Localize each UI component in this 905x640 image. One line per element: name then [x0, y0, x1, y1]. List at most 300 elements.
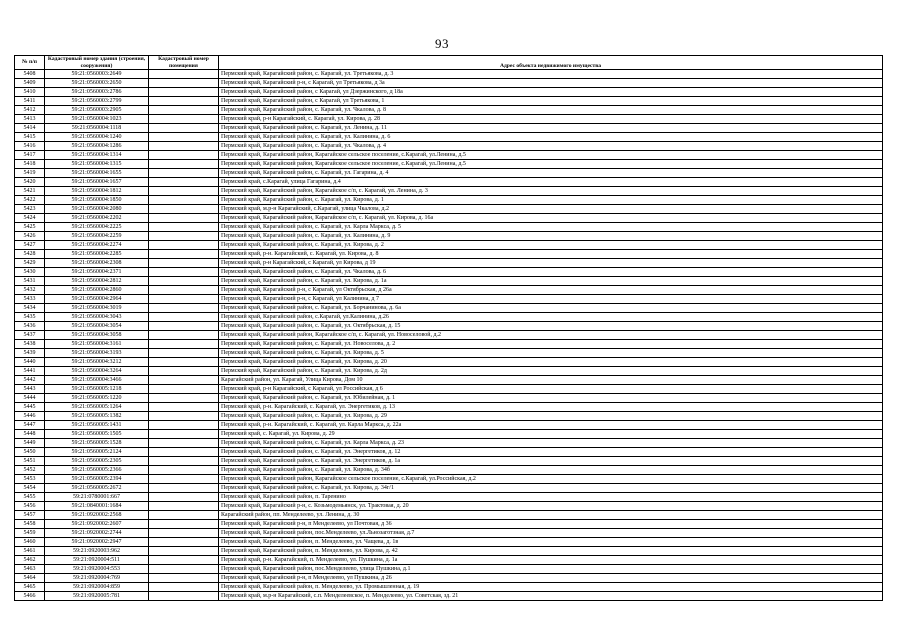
table-row [15, 115, 883, 124]
table-row [15, 151, 883, 160]
building-cadastral-number: 59:21:0920004:511 [45, 556, 149, 565]
object-address: Пермский край, р-н Карагайский, с. Карагай, ул. Кирова, д. 28 [219, 115, 883, 124]
room-cadastral-number [149, 412, 219, 421]
building-cadastral-number: 59:21:0560004:2202 [45, 214, 149, 223]
object-address: Пермский край, Карагайский район, с. Карагай, ул. Кирова, д. 20 [219, 358, 883, 367]
table-row [15, 178, 883, 187]
room-cadastral-number [149, 187, 219, 196]
room-cadastral-number [149, 502, 219, 511]
object-address: Пермский край, р-н. Карагайский, с. Карагай, ул. Кирова, д. 8 [219, 250, 883, 259]
building-cadastral-number: 59:21:0560004:3054 [45, 322, 149, 331]
room-cadastral-number [149, 520, 219, 529]
building-cadastral-number: 59:21:0560004:3058 [45, 331, 149, 340]
row-number: 5462 [15, 556, 45, 565]
building-cadastral-number: 59:21:0560005:1382 [45, 412, 149, 421]
object-address: Пермский край, Карагайский район, с. Карагай, ул. Кирова, д. 29 [219, 412, 883, 421]
building-cadastral-number: 59:21:0560004:3019 [45, 304, 149, 313]
row-number: 5419 [15, 169, 45, 178]
row-number: 5460 [15, 538, 45, 547]
row-number: 5449 [15, 439, 45, 448]
room-cadastral-number [149, 331, 219, 340]
table-row [15, 439, 883, 448]
table-row [15, 313, 883, 322]
room-cadastral-number [149, 313, 219, 322]
table-row [15, 232, 883, 241]
room-cadastral-number [149, 223, 219, 232]
table-row [15, 394, 883, 403]
table-row [15, 277, 883, 286]
building-cadastral-number: 59:21:0560005:2394 [45, 475, 149, 484]
room-cadastral-number [149, 583, 219, 592]
row-number: 5445 [15, 403, 45, 412]
row-number: 5409 [15, 79, 45, 88]
row-number: 5443 [15, 385, 45, 394]
table-row [15, 250, 883, 259]
room-cadastral-number [149, 115, 219, 124]
row-number: 5459 [15, 529, 45, 538]
building-cadastral-number: 59:21:0560004:3264 [45, 367, 149, 376]
object-address: Пермский край, Карагайский р-н, с Карагай, ул Калинина, д 7 [219, 295, 883, 304]
table-row [15, 322, 883, 331]
table-row [15, 367, 883, 376]
building-cadastral-number: 59:21:0560005:1505 [45, 430, 149, 439]
row-number: 5447 [15, 421, 45, 430]
room-cadastral-number [149, 538, 219, 547]
building-cadastral-number: 59:21:0560004:2274 [45, 241, 149, 250]
building-cadastral-number: 59:21:0560005:2672 [45, 484, 149, 493]
table-row [15, 385, 883, 394]
table-row [15, 358, 883, 367]
row-number: 5412 [15, 106, 45, 115]
object-address: Пермский край, Карагайский район, п. Менделеево, ул. Чащева, д. 1в [219, 538, 883, 547]
room-cadastral-number [149, 511, 219, 520]
building-cadastral-number: 59:21:0560005:2124 [45, 448, 149, 457]
room-cadastral-number [149, 322, 219, 331]
row-number: 5465 [15, 583, 45, 592]
room-cadastral-number [149, 205, 219, 214]
room-cadastral-number [149, 457, 219, 466]
object-address: Пермский край, р-н. Карагайский, с. Карагай, ул. Энергетиков, д. 13 [219, 403, 883, 412]
building-cadastral-number: 59:21:0920005:781 [45, 592, 149, 601]
table-row [15, 484, 883, 493]
building-cadastral-number: 59:21:0560005:2366 [45, 466, 149, 475]
row-number: 5421 [15, 187, 45, 196]
object-address: Пермский край, р-н. Карагайский, с. Карагай, ул. Карла Маркса, д. 22а [219, 421, 883, 430]
building-cadastral-number: 59:21:0560004:2860 [45, 286, 149, 295]
building-cadastral-number: 59:21:0560003:2649 [45, 70, 149, 79]
table-row [15, 430, 883, 439]
room-cadastral-number [149, 358, 219, 367]
table-row [15, 106, 883, 115]
building-cadastral-number: 59:21:0560005:1218 [45, 385, 149, 394]
object-address: Пермский край, Карагайский район, с Карагай, ул Дзержинского, д 18а [219, 88, 883, 97]
object-address: Пермский край, Карагайский район, с. Карагай, ул. Энергетиков, д. 1а [219, 457, 883, 466]
building-cadastral-number: 59:21:0560004:1240 [45, 133, 149, 142]
building-cadastral-number: 59:21:0560004:3043 [45, 313, 149, 322]
building-cadastral-number: 59:21:0560003:2650 [45, 79, 149, 88]
object-address: Пермский край, м.р-н Карагайский, с.п. Менделеевское, п. Менделеево, ул. Советская, зд. 21 [219, 592, 883, 601]
object-address: Пермский край, Карагайский район, с. Карагай, ул. Энергетиков, д. 12 [219, 448, 883, 457]
table-row [15, 142, 883, 151]
object-address: Пермский край, Карагайский р-н, с. Козьмодемьянск, ул. Трактовая, д. 20 [219, 502, 883, 511]
room-cadastral-number [149, 124, 219, 133]
room-cadastral-number [149, 367, 219, 376]
object-address: Пермский край, Карагайский район, с. Карагай, ул. Гагарина, д. 4 [219, 169, 883, 178]
room-cadastral-number [149, 466, 219, 475]
building-cadastral-number: 59:21:0560004:1655 [45, 169, 149, 178]
row-number: 5434 [15, 304, 45, 313]
row-number: 5454 [15, 484, 45, 493]
row-number: 5435 [15, 313, 45, 322]
room-cadastral-number [149, 160, 219, 169]
building-cadastral-number: 59:21:0560004:1118 [45, 124, 149, 133]
building-cadastral-number: 59:21:0560004:2812 [45, 277, 149, 286]
object-address: Пермский край, р-н Карагайский, с Карагай, ул Кирова, д 19 [219, 259, 883, 268]
table-row [15, 70, 883, 79]
table-row [15, 592, 883, 601]
object-address: Пермский край, Карагайский район, Карагайское сельское поселение, с.Карагай, ул.Российская, д.2 [219, 475, 883, 484]
object-address: Пермский край, Карагайский район, с. Карагай, ул. Борчанинова, д. 6а [219, 304, 883, 313]
row-number: 5438 [15, 340, 45, 349]
table-row [15, 286, 883, 295]
row-number: 5452 [15, 466, 45, 475]
table-row [15, 349, 883, 358]
object-address: Пермский край, Карагайский район, с.Карагай, ул.Калинина, д.26 [219, 313, 883, 322]
room-cadastral-number [149, 295, 219, 304]
building-cadastral-number: 59:21:0560005:1264 [45, 403, 149, 412]
header-address: Адрес объекта недвижимого имущества [219, 56, 883, 70]
building-cadastral-number: 59:21:0560004:1812 [45, 187, 149, 196]
object-address: Пермский край, с.Карагай, улица Гагарина, д.4 [219, 178, 883, 187]
table-row [15, 88, 883, 97]
table-row [15, 79, 883, 88]
building-cadastral-number: 59:21:0560004:1315 [45, 160, 149, 169]
header-room-cadastral: Кадастровый номер помещения [149, 56, 219, 70]
row-number: 5416 [15, 142, 45, 151]
object-address: Пермский край, Карагайский район, с. Карагай, ул. Новоселова, д. 2 [219, 340, 883, 349]
object-address: Пермский край, Карагайский район, с. Карагай, ул. Калинина, д. 9 [219, 232, 883, 241]
row-number: 5451 [15, 457, 45, 466]
building-cadastral-number: 59:21:0560003:2786 [45, 88, 149, 97]
object-address: Пермский край, Карагайский район, Карагайское сельское поселение, с.Карагай, ул.Ленина, д.5 [219, 160, 883, 169]
room-cadastral-number [149, 574, 219, 583]
table-row [15, 475, 883, 484]
building-cadastral-number: 59:21:0560003:2799 [45, 97, 149, 106]
object-address: Пермский край, Карагайский район, с. Карагай, ул. Кирова, д. 1 [219, 196, 883, 205]
room-cadastral-number [149, 448, 219, 457]
room-cadastral-number [149, 385, 219, 394]
object-address: Пермский край, Карагайский район, с. Карагай, ул. Кирова, д. 34г/1 [219, 484, 883, 493]
building-cadastral-number: 59:21:0560004:2225 [45, 223, 149, 232]
object-address: Пермский край, Карагайский район, с. Карагай, ул. Чкалова, д. 8 [219, 106, 883, 115]
building-cadastral-number: 59:21:0920002:2947 [45, 538, 149, 547]
room-cadastral-number [149, 349, 219, 358]
room-cadastral-number [149, 70, 219, 79]
table-row [15, 340, 883, 349]
room-cadastral-number [149, 340, 219, 349]
building-cadastral-number: 59:21:0560005:2305 [45, 457, 149, 466]
building-cadastral-number: 59:21:0560005:1431 [45, 421, 149, 430]
object-address: Пермский край, Карагайский р-н, п Менделеево, ул Почтовая, д 36 [219, 520, 883, 529]
object-address: Пермский край, Карагайский район, с. Карагай, ул. Октябрьская, д. 15 [219, 322, 883, 331]
room-cadastral-number [149, 97, 219, 106]
building-cadastral-number: 59:21:0560004:2259 [45, 232, 149, 241]
building-cadastral-number: 59:21:0920003:962 [45, 547, 149, 556]
object-address: Пермский край, Карагайский район, пос.Менделеево, улица Пушкина, д.1 [219, 565, 883, 574]
room-cadastral-number [149, 268, 219, 277]
table-row [15, 574, 883, 583]
object-address: Пермский край, Карагайский район, с. Карагай, ул. Третьякова, д. 3 [219, 70, 883, 79]
table-row [15, 331, 883, 340]
row-number: 5418 [15, 160, 45, 169]
room-cadastral-number [149, 286, 219, 295]
building-cadastral-number: 59:21:0560004:2308 [45, 259, 149, 268]
room-cadastral-number [149, 142, 219, 151]
row-number: 5464 [15, 574, 45, 583]
row-number: 5427 [15, 241, 45, 250]
building-cadastral-number: 59:21:0920004:769 [45, 574, 149, 583]
object-address: Пермский край, Карагайский район, Карагайское сельское поселение, с.Карагай, ул.Ленина, д.5 [219, 151, 883, 160]
object-address: Пермский край, Карагайский район, Карагайское с/п, с. Карагай, ул. Кирова, д. 16а [219, 214, 883, 223]
table-row [15, 241, 883, 250]
row-number: 5448 [15, 430, 45, 439]
room-cadastral-number [149, 79, 219, 88]
row-number: 5426 [15, 232, 45, 241]
row-number: 5439 [15, 349, 45, 358]
object-address: Пермский край, Карагайский район, с. Карагай, ул. Кирова, д. 1а [219, 277, 883, 286]
room-cadastral-number [149, 529, 219, 538]
room-cadastral-number [149, 430, 219, 439]
building-cadastral-number: 59:21:0560004:1657 [45, 178, 149, 187]
row-number: 5413 [15, 115, 45, 124]
row-number: 5457 [15, 511, 45, 520]
row-number: 5461 [15, 547, 45, 556]
table-row [15, 565, 883, 574]
row-number: 5444 [15, 394, 45, 403]
room-cadastral-number [149, 565, 219, 574]
row-number: 5456 [15, 502, 45, 511]
row-number: 5425 [15, 223, 45, 232]
table-row [15, 268, 883, 277]
building-cadastral-number: 59:21:0920002:2568 [45, 511, 149, 520]
building-cadastral-number: 59:21:0560004:1314 [45, 151, 149, 160]
row-number: 5432 [15, 286, 45, 295]
row-number: 5410 [15, 88, 45, 97]
room-cadastral-number [149, 133, 219, 142]
building-cadastral-number: 59:21:0560004:2964 [45, 295, 149, 304]
object-address: Пермский край, м.р-н Карагайский, с.Карагай, улица Чкалова, д.2 [219, 205, 883, 214]
row-number: 5436 [15, 322, 45, 331]
property-register-table [14, 55, 883, 601]
building-cadastral-number: 59:21:0560004:1850 [45, 196, 149, 205]
row-number: 5455 [15, 493, 45, 502]
building-cadastral-number: 59:21:0560004:3466 [45, 376, 149, 385]
table-row [15, 421, 883, 430]
building-cadastral-number: 59:21:0560004:3161 [45, 340, 149, 349]
object-address: Пермский край, Карагайский район, Карагайское с/п, с. Карагай, ул. Новоселовой, д.2 [219, 331, 883, 340]
row-number: 5428 [15, 250, 45, 259]
table-row [15, 556, 883, 565]
table-row [15, 169, 883, 178]
row-number: 5420 [15, 178, 45, 187]
room-cadastral-number [149, 439, 219, 448]
row-number: 5423 [15, 205, 45, 214]
object-address: Пермский край, Карагайский район, с. Карагай, ул. Чкалова, д. 4 [219, 142, 883, 151]
object-address: Пермский край, с. Карагай, ул. Кирова, д. 29 [219, 430, 883, 439]
row-number: 5440 [15, 358, 45, 367]
building-cadastral-number: 59:21:0560003:2905 [45, 106, 149, 115]
room-cadastral-number [149, 403, 219, 412]
header-building-cadastral: Кадастровый номер здания (строения, сооружения) [45, 56, 149, 70]
table-row [15, 457, 883, 466]
table-row [15, 124, 883, 133]
table-row [15, 412, 883, 421]
header-number: № п/п [15, 56, 45, 70]
table-row [15, 223, 883, 232]
building-cadastral-number: 59:21:0920002:2744 [45, 529, 149, 538]
building-cadastral-number: 59:21:0560004:2371 [45, 268, 149, 277]
room-cadastral-number [149, 241, 219, 250]
table-row [15, 493, 883, 502]
object-address: Пермский край, Карагайский район, пос.Менделеево, ул.Льнозаготзная, д.7 [219, 529, 883, 538]
row-number: 5424 [15, 214, 45, 223]
object-address: Пермский край, Карагайский район, с. Карагай, ул. Юбилейная, д. 1 [219, 394, 883, 403]
building-cadastral-number: 59:21:0560005:1528 [45, 439, 149, 448]
object-address: Пермский край, Карагайский р-н, с Карагай, ул Октябрьская, д 26а [219, 286, 883, 295]
building-cadastral-number: 59:21:0560005:1220 [45, 394, 149, 403]
building-cadastral-number: 59:21:0920002:2607 [45, 520, 149, 529]
object-address: Пермский край, Карагайский район, с. Карагай, ул. Карла Маркса, д. 23 [219, 439, 883, 448]
table-row [15, 214, 883, 223]
room-cadastral-number [149, 394, 219, 403]
room-cadastral-number [149, 556, 219, 565]
table-row [15, 502, 883, 511]
room-cadastral-number [149, 304, 219, 313]
room-cadastral-number [149, 196, 219, 205]
room-cadastral-number [149, 88, 219, 97]
row-number: 5417 [15, 151, 45, 160]
building-cadastral-number: 59:21:0920004:553 [45, 565, 149, 574]
room-cadastral-number [149, 232, 219, 241]
building-cadastral-number: 59:21:0840001:1684 [45, 502, 149, 511]
object-address: Пермский край, Карагайский район, с. Карагай, ул. Кирова, д. 5 [219, 349, 883, 358]
row-number: 5431 [15, 277, 45, 286]
row-number: 5437 [15, 331, 45, 340]
table-row [15, 529, 883, 538]
row-number: 5458 [15, 520, 45, 529]
object-address: Пермский край, Карагайский р-н, с Карагай, ул Третьякова, д 3а [219, 79, 883, 88]
row-number: 5411 [15, 97, 45, 106]
object-address: Пермский край, Карагайский район, с Карагай, ул Третьякова, 1 [219, 97, 883, 106]
object-address: Пермский край, Карагайский район, с. Карагай, ул. Ленина, д. 11 [219, 124, 883, 133]
object-address: Пермский край, р-н Карагайский, с Карагай, ул Российская, д 6 [219, 385, 883, 394]
room-cadastral-number [149, 376, 219, 385]
row-number: 5429 [15, 259, 45, 268]
table-body [15, 70, 883, 601]
object-address: Пермский край, Карагайский район, с. Карагай, ул. Чкалова, д. 6 [219, 268, 883, 277]
table-row [15, 403, 883, 412]
table-row [15, 466, 883, 475]
table-row [15, 205, 883, 214]
object-address: Пермский край, Карагайский район, п. Менделеево, ул. Промышленная, д. 19 [219, 583, 883, 592]
table-row [15, 520, 883, 529]
row-number: 5442 [15, 376, 45, 385]
object-address: Пермский край, Карагайский район, с. Карагай, ул. Кирова, д. 34б [219, 466, 883, 475]
object-address: Пермский край, Карагайский р-н, п Менделеево, ул Пушкина, д 26 [219, 574, 883, 583]
room-cadastral-number [149, 592, 219, 601]
object-address: Карагайский район, пп. Менделеево, ул. Ленина, д. 30 [219, 511, 883, 520]
object-address: Пермский край, Карагайский район, с. Карагай, ул. Калинина, д. 6 [219, 133, 883, 142]
row-number: 5446 [15, 412, 45, 421]
row-number: 5422 [15, 196, 45, 205]
table-row [15, 304, 883, 313]
table-row [15, 196, 883, 205]
table-row [15, 259, 883, 268]
room-cadastral-number [149, 475, 219, 484]
building-cadastral-number: 59:21:0560004:3193 [45, 349, 149, 358]
table-row [15, 133, 883, 142]
row-number: 5415 [15, 133, 45, 142]
row-number: 5414 [15, 124, 45, 133]
table-row [15, 187, 883, 196]
table-row [15, 538, 883, 547]
building-cadastral-number: 59:21:0560004:3212 [45, 358, 149, 367]
row-number: 5433 [15, 295, 45, 304]
object-address: Пермский край, Карагайский район, с. Карагай, ул. Кирова, д. 2 [219, 241, 883, 250]
table-row [15, 547, 883, 556]
row-number: 5430 [15, 268, 45, 277]
room-cadastral-number [149, 493, 219, 502]
building-cadastral-number: 59:21:0780001:667 [45, 493, 149, 502]
room-cadastral-number [149, 421, 219, 430]
page-number: 93 [435, 36, 449, 51]
object-address: Карагайский район, ул. Карагай, Улица Кирова, Дом 10 [219, 376, 883, 385]
table-row [15, 376, 883, 385]
row-number: 5466 [15, 592, 45, 601]
room-cadastral-number [149, 151, 219, 160]
row-number: 5441 [15, 367, 45, 376]
table-header-row [15, 56, 883, 70]
table-row [15, 160, 883, 169]
table-row [15, 511, 883, 520]
room-cadastral-number [149, 484, 219, 493]
object-address: Пермский край, р-н. Карагайский, п. Менделеево, ул. Пушкина, д. 1а [219, 556, 883, 565]
room-cadastral-number [149, 547, 219, 556]
object-address: Пермский край, Карагайский район, Карагайское с/п, с. Карагай, ул. Ленина, д. 3 [219, 187, 883, 196]
building-cadastral-number: 59:21:0560004:1286 [45, 142, 149, 151]
object-address: Пермский край, Карагайский район, п. Таренино [219, 493, 883, 502]
building-cadastral-number: 59:21:0920004:859 [45, 583, 149, 592]
object-address: Пермский край, Карагайский район, п. Менделеево, ул. Кирова, д. 42 [219, 547, 883, 556]
table-row [15, 97, 883, 106]
room-cadastral-number [149, 178, 219, 187]
row-number: 5450 [15, 448, 45, 457]
room-cadastral-number [149, 169, 219, 178]
table-row [15, 583, 883, 592]
row-number: 5463 [15, 565, 45, 574]
building-cadastral-number: 59:21:0560004:2285 [45, 250, 149, 259]
building-cadastral-number: 59:21:0560004:2080 [45, 205, 149, 214]
room-cadastral-number [149, 259, 219, 268]
room-cadastral-number [149, 250, 219, 259]
row-number: 5408 [15, 70, 45, 79]
row-number: 5453 [15, 475, 45, 484]
table-row [15, 448, 883, 457]
table-row [15, 295, 883, 304]
object-address: Пермский край, Карагайский район, с. Карагай, ул. Кирова, д. 2д [219, 367, 883, 376]
object-address: Пермский край, Карагайский район, с. Карагай, ул. Карла Маркса, д. 5 [219, 223, 883, 232]
building-cadastral-number: 59:21:0560004:1023 [45, 115, 149, 124]
